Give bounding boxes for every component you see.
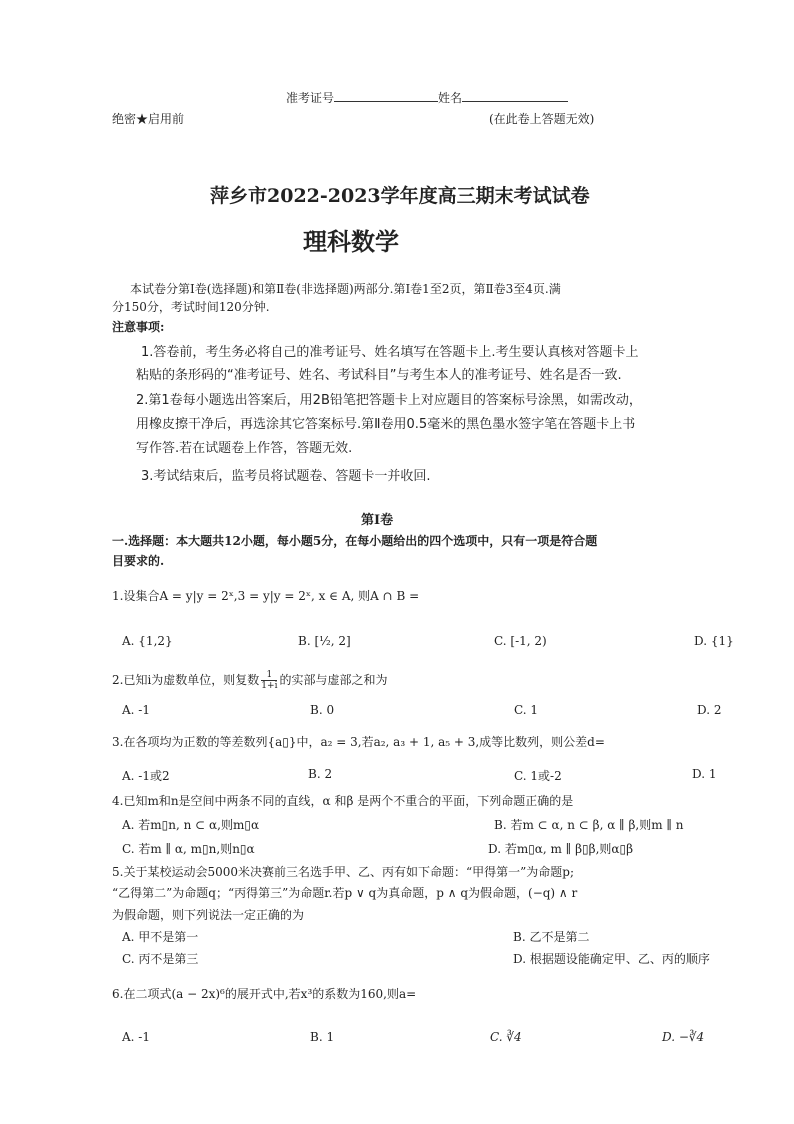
invalid-answer-note: (在此卷上答题无效) bbox=[489, 112, 595, 126]
q2-stem-post: 的实部与虚部之和为 bbox=[279, 673, 388, 687]
q6-stem: 6.在二项式(a − 2x)⁶的展开式中,若x³的系数为160,则a= bbox=[112, 987, 417, 1001]
q5-option-b[interactable]: B. 乙不是第二 bbox=[513, 930, 590, 944]
volume-title: 第Ⅰ卷 bbox=[361, 513, 394, 528]
section-desc-line-1: 一.选择题：本大题共12小题，每小题5分，在每小题给出的四个选项中，只有一项是符合题 bbox=[112, 534, 598, 548]
q2-stem-pre: 2.已知i为虚数单位，则复数 bbox=[112, 673, 260, 687]
exam-number-label: 准考证号 bbox=[286, 91, 335, 105]
section-desc-line-2: 目要求的. bbox=[112, 554, 165, 568]
note-3: 3.考试结束后，监考员将试题卷、答题卡一并收回. bbox=[141, 469, 431, 484]
q5-stem-line-3: 为假命题，则下列说法一定正确的为 bbox=[112, 908, 305, 922]
q2-option-c[interactable]: C. 1 bbox=[514, 703, 539, 717]
q1-option-a[interactable]: A. {1,2} bbox=[122, 634, 173, 648]
q1-option-d[interactable]: D. {1} bbox=[694, 634, 734, 648]
note-1-line-1: 1.答卷前，考生务必将自己的准考证号、姓名填写在答题卡上.考生要认真核对答题卡上 bbox=[141, 345, 639, 360]
q5-option-d[interactable]: D. 根据题设能确定甲、乙、丙的顺序 bbox=[513, 952, 710, 966]
q3-stem: 3.在各项均为正数的等差数列{a▯}中，a₂ = 3,若a₂, a₃ + 1, a₅ + 3,成等比数列，则公差d= bbox=[112, 735, 605, 749]
note-1-line-2: 粘贴的条形码的“准考证号、姓名、考试科目”与考生本人的准考证号、姓名是否一致. bbox=[136, 368, 622, 383]
exam-number-field bbox=[286, 89, 568, 106]
note-2-line-3: 写作答.若在试题卷上作答，答题无效. bbox=[136, 441, 353, 456]
subject-title: 理科数学 bbox=[303, 227, 399, 256]
notes-heading: 注意事项: bbox=[112, 320, 165, 334]
intro-line-2: 分150分，考试时间120分钟. bbox=[112, 300, 270, 314]
q2-option-d[interactable]: D. 2 bbox=[697, 703, 722, 717]
intro-line-1: 本试卷分第Ⅰ卷(选择题)和第Ⅱ卷(非选择题)两部分.第Ⅰ卷1至2页，第Ⅱ卷3至4页.满 bbox=[130, 282, 561, 296]
q4-option-c[interactable]: C. 若m ∥ α, m▯n,则n▯α bbox=[122, 842, 255, 856]
q2-fraction bbox=[261, 670, 277, 691]
exam-title: 萍乡市2022-2023学年度高三期末考试试卷 bbox=[210, 185, 590, 207]
q3-option-a[interactable]: A. -1或2 bbox=[122, 769, 170, 783]
q4-option-b[interactable]: B. 若m ⊂ α, n ⊂ β, α ∥ β,则m ∥ n bbox=[494, 818, 684, 832]
q1-stem: 1.设集合A = y|y = 2ˣ,3 = y|y = 2ˣ, x ∈ A, 则A ∩ B = bbox=[112, 589, 420, 603]
note-2-line-1: 2.第1卷每小题选出答案后，用2B铅笔把答题卡上对应题目的答案标号涂黑，如需改动， bbox=[136, 393, 642, 408]
q5-option-c[interactable]: C. 丙不是第三 bbox=[122, 952, 199, 966]
q2-option-a[interactable]: A. -1 bbox=[122, 703, 150, 717]
q2-fraction-denominator: 1+i bbox=[261, 681, 278, 691]
q5-stem-line-2: “乙得第二”为命题q；“丙得第三”为命题r.若p ∨ q为真命题，p ∧ q为假命题，(−q) ∧ r bbox=[112, 886, 578, 900]
q6-option-b[interactable]: B. 1 bbox=[310, 1030, 335, 1044]
q5-stem-line-1: 5.关于某校运动会5000米决赛前三名选手甲、乙、丙有如下命题：“甲得第一”为命题p; bbox=[112, 865, 574, 879]
q6-option-d[interactable]: D. −∛4 bbox=[662, 1030, 705, 1044]
q2-fraction-numerator: 1 bbox=[261, 670, 277, 681]
q3-option-c[interactable]: C. 1或-2 bbox=[514, 769, 562, 783]
q6-option-c[interactable]: C. ∛4 bbox=[490, 1030, 522, 1044]
q4-option-a[interactable]: A. 若m▯n, n ⊂ α,则m▯α bbox=[122, 818, 260, 832]
q1-option-c[interactable]: C. [-1, 2) bbox=[494, 634, 547, 648]
name-blank[interactable] bbox=[462, 89, 568, 102]
exam-number-blank[interactable] bbox=[334, 89, 438, 102]
q4-option-d[interactable]: D. 若m▯α, m ∥ β▯β,则α▯β bbox=[488, 842, 634, 856]
name-label: 姓名 bbox=[438, 91, 463, 105]
note-2-line-2: 用橡皮擦干净后，再选涂其它答案标号.第Ⅱ卷用0.5毫米的黑色墨水签字笔在答题卡上书 bbox=[136, 417, 636, 432]
q5-option-a[interactable]: A. 甲不是第一 bbox=[122, 930, 199, 944]
q2-option-b[interactable]: B. 0 bbox=[310, 703, 335, 717]
q3-option-b[interactable]: B. 2 bbox=[308, 767, 333, 781]
q4-stem: 4.已知m和n是空间中两条不同的直线，α 和β 是两个不重合的平面，下列命题正确的是 bbox=[112, 794, 574, 808]
q3-option-d[interactable]: D. 1 bbox=[692, 767, 717, 781]
q2-stem bbox=[112, 670, 387, 691]
q1-option-b[interactable]: B. [½, 2] bbox=[298, 634, 351, 648]
q6-option-a[interactable]: A. -1 bbox=[122, 1030, 150, 1044]
confidential-mark: 绝密★启用前 bbox=[112, 112, 185, 126]
